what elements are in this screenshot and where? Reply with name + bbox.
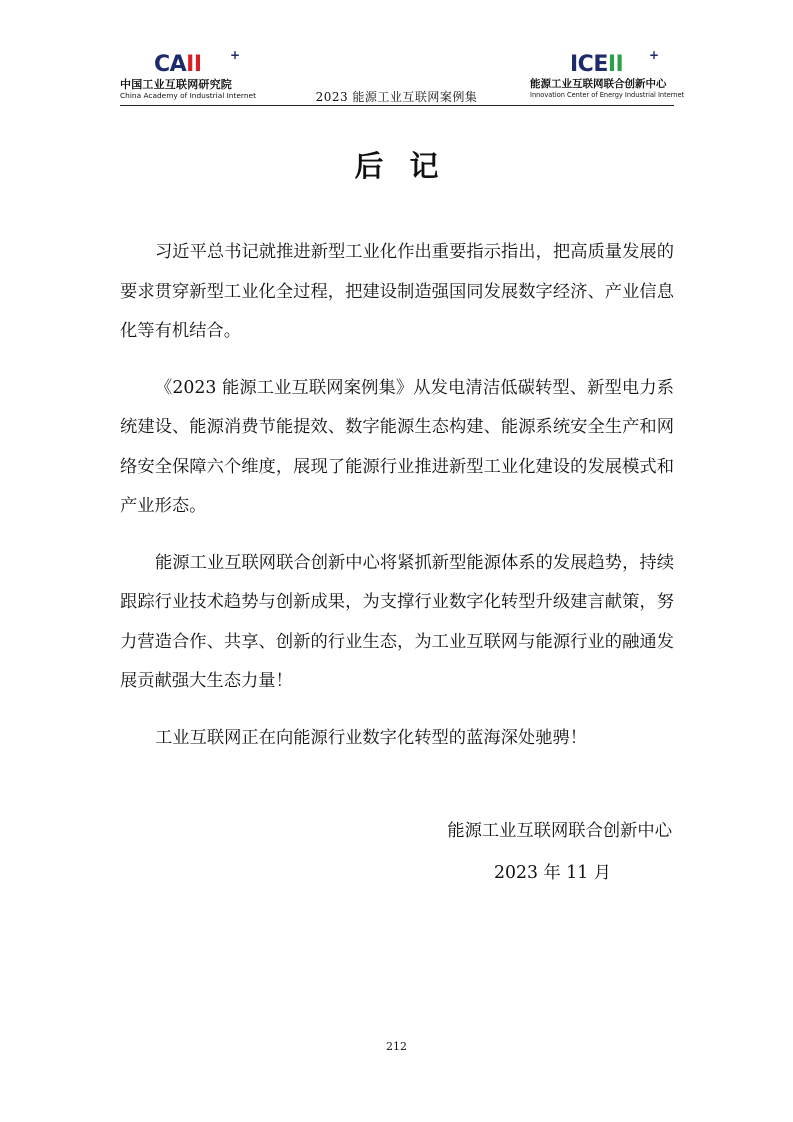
iceii-name-cn: 能源工业互联网联合创新中心 — [530, 78, 667, 90]
iceii-mark — [530, 48, 680, 78]
caii-name-cn: 中国工业互联网研究院 — [120, 78, 232, 91]
iceii-mark-text: ICEII — [570, 52, 624, 77]
caii-name-en: China Academy of Industrial Internet — [120, 91, 256, 100]
paragraph-1: 习近平总书记就推进新型工业化作出重要指示指出，把高质量发展的要求贯穿新型工业化全过程，把建设制造强国同发展数字经济、产业信息化等有机结合。 — [120, 242, 674, 341]
signature: 能源工业互联网联合创新中心 — [447, 821, 672, 841]
paragraph-3: 能源工业互联网联合创新中心将紧抓新型能源体系的发展趋势，持续跟踪行业技术趋势与创新成果，为支撑行业数字化转型升级建言献策，努力营造合作、共享、创新的行业生态，为工业互联网与能源行业的融通发展贡献强大生态力量！ — [120, 552, 674, 691]
paragraph-4: 工业互联网正在向能源行业数字化转型的蓝海深处驰骋！ — [155, 727, 588, 748]
iceii-logo — [530, 48, 685, 99]
caii-plus: + — [230, 48, 241, 62]
caii-mark-text: CAII — [154, 52, 202, 77]
header-rule — [120, 105, 674, 106]
page-number: 212 — [386, 1040, 407, 1053]
body-text — [120, 233, 674, 775]
running-header-title: 2023 能源工业互联网案例集 — [315, 90, 478, 104]
iceii-name-en: Innovation Center of Energy Industrial Internet — [530, 91, 685, 99]
iceii-plus: + — [649, 48, 660, 62]
page-title: 后记 — [354, 149, 465, 183]
date: 2023 年 11 月 — [494, 863, 612, 883]
caii-mark — [120, 48, 260, 78]
paragraph-2: 《2023 能源工业互联网案例集》从发电清洁低碳转型、新型电力系统建设、能源消费节能提效、数字能源生态构建、能源系统安全生产和网络安全保障六个维度，展现了能源行业推进新型工业化建设的发展模式和产业形态。 — [120, 377, 674, 516]
